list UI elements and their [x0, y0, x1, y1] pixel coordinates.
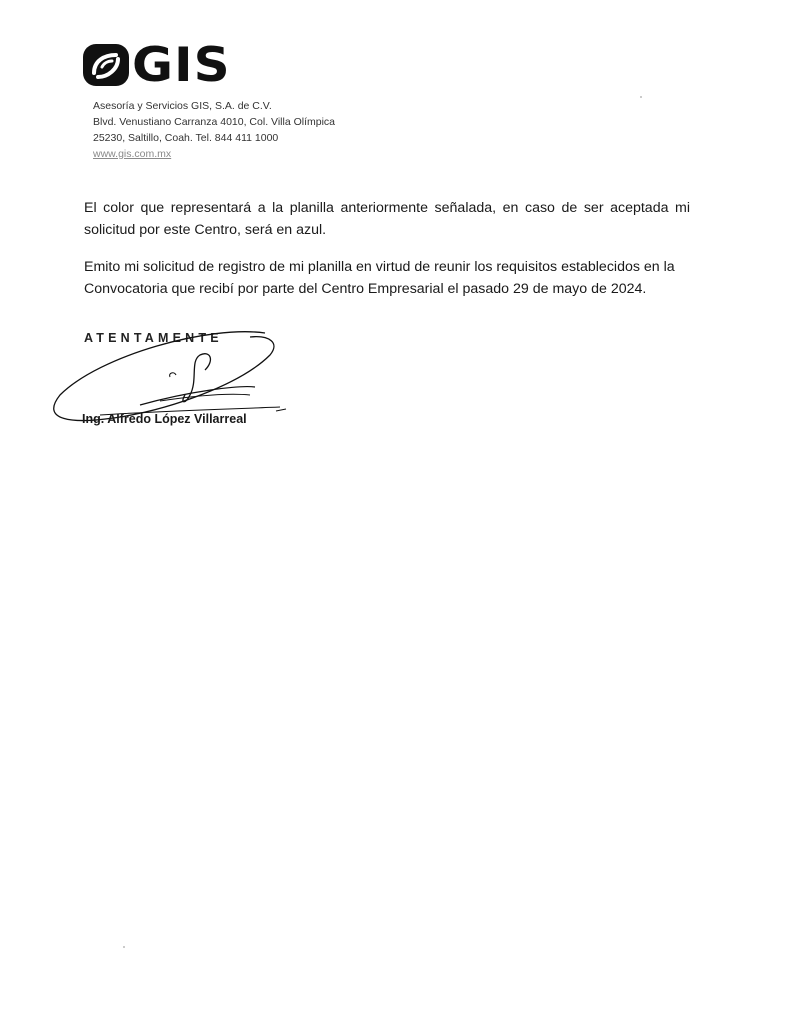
company-name: Asesoría y Servicios GIS, S.A. de C.V.: [93, 100, 272, 112]
scan-speck: [123, 946, 125, 948]
website-link[interactable]: www.gis.com.mx: [93, 148, 172, 160]
closing-text: ATENTAMENTE: [84, 331, 223, 345]
letterhead: [82, 37, 231, 93]
paragraph-color: El color que representará a la planilla anteriormente señalada, en caso de ser aceptada mi solicitud por este Centro, será en azul.: [84, 200, 690, 238]
company-logo: [82, 37, 231, 93]
gis-logo-mark-icon: [82, 43, 130, 87]
address-line-1: Blvd. Venustiano Carranza 4010, Col. Villa Olímpica: [93, 116, 336, 128]
address-line-2: 25230, Saltillo, Coah. Tel. 844 411 1000: [93, 132, 279, 144]
paragraph-request: Emito mi solicitud de registro de mi planilla en virtud de reunir los requisitos establecidos en la Convocatoria que recibí por parte del Centro Empresarial el pasado 29 de mayo de 2024.: [84, 259, 675, 297]
company-info: [93, 98, 335, 162]
signer-name: Ing. Alfredo López Villarreal: [82, 412, 247, 426]
brand-name: GIS: [132, 37, 231, 93]
scan-speck: [640, 96, 642, 98]
